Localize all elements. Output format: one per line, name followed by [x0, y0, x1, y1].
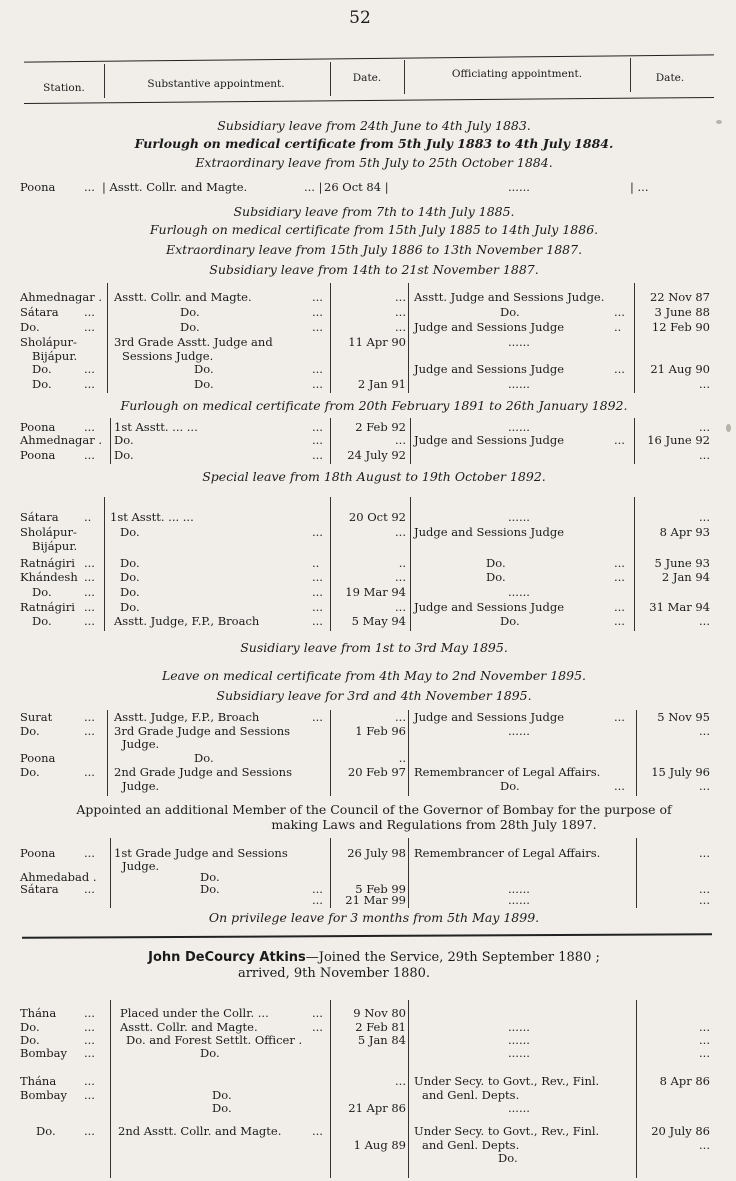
substantive: 1st Asstt. ... ...: [110, 510, 194, 524]
date-2: 8 Apr 86: [659, 1074, 710, 1088]
header-divider-3: [404, 60, 405, 94]
date: 5 Feb 99: [355, 882, 406, 896]
station: Ahmedabad .: [20, 870, 97, 884]
leave-note: Leave on medical certificate from 4th May to 2nd November 1895.: [161, 668, 587, 683]
substantive: | Asstt. Collr. and Magte.: [102, 180, 248, 194]
substantive: Do.: [194, 377, 214, 391]
officiating-dots: ..: [614, 320, 622, 334]
table-row: [0, 1101, 736, 1116]
date-2: 16 June 92: [647, 433, 710, 447]
section-divider: [22, 933, 712, 939]
date-2: 15 July 96: [651, 765, 710, 779]
station: Bijápur.: [32, 539, 78, 553]
leave-note: Furlough on medical certificate from 5th July 1883 to 4th July 1884.: [134, 136, 614, 151]
substantive: 3rd Grade Judge and Sessions: [114, 724, 291, 738]
council-note-line-2: making Laws and Regulations from 28th July 1897.: [271, 817, 597, 832]
substantive-dots: ...: [312, 893, 323, 907]
station: Do.: [20, 724, 40, 738]
date: 11 Apr 90: [348, 335, 406, 349]
leave-note: Subsidiary leave from 24th June to 4th July 1883.: [217, 118, 531, 133]
date: ...: [395, 1074, 406, 1088]
officiating: ......: [508, 724, 530, 738]
leave-note: Extraordinary leave from 15th July 1886 to 13th November 1887.: [165, 242, 583, 257]
officiating: ......: [508, 420, 530, 434]
date: 2 Feb 92: [355, 420, 406, 434]
substantive: Sessions Judge.: [122, 349, 214, 363]
substantive-dots: ...: [312, 1124, 323, 1138]
station: Do.: [20, 1020, 40, 1034]
date: 21 Apr 86: [348, 1101, 406, 1115]
officiating: Under Secy. to Govt., Rev., Finl.: [414, 1124, 600, 1138]
substantive-dots: ...: [312, 882, 323, 896]
substantive-dots: ...: [312, 433, 323, 447]
date: 26 Oct 84 |: [324, 180, 389, 194]
officiating-dots: ...: [614, 614, 625, 628]
officiating-dots: ...: [614, 556, 625, 570]
officiating-dots: ...: [614, 433, 625, 447]
date-2: ...: [699, 779, 710, 793]
station: Sátara: [20, 510, 59, 524]
substantive: Asstt. Collr. and Magte.: [114, 290, 252, 304]
table-row: [0, 1006, 736, 1021]
date: 21 Mar 99: [345, 893, 406, 907]
substantive: Do.: [212, 1101, 232, 1115]
officiating: Do.: [500, 305, 520, 319]
date-2: ...: [699, 510, 710, 524]
substantive: Do.: [120, 600, 140, 614]
station-dots: ..: [84, 510, 92, 524]
substantive: 1st Grade Judge and Sessions: [114, 846, 288, 860]
station-dots: ...: [84, 320, 95, 334]
station-dots: ...: [84, 556, 95, 570]
officiating-dots: ...: [614, 710, 625, 724]
substantive-dots: ...: [312, 1020, 323, 1034]
officiating: ......: [508, 882, 530, 896]
station-dots: ...: [84, 1074, 95, 1088]
table-row: [0, 1074, 736, 1089]
header-officiating: Officiating appointment.: [451, 68, 583, 80]
station: Ahmednagar .: [20, 433, 103, 447]
table-row: [0, 710, 736, 725]
date-2: 3 June 88: [654, 305, 710, 319]
substantive: Do.: [120, 525, 140, 539]
date-2: 21 Aug 90: [650, 362, 710, 376]
officiating: ......: [508, 893, 530, 907]
date: ...: [395, 570, 406, 584]
date: ...: [395, 525, 406, 539]
substantive: Do.: [180, 320, 200, 334]
station: Do.: [36, 1124, 56, 1138]
header-top-rule: [24, 54, 714, 62]
station: Do.: [32, 362, 52, 376]
substantive: 2nd Asstt. Collr. and Magte.: [118, 1124, 282, 1138]
table-row: [0, 510, 736, 525]
officiating-dots: ...: [614, 779, 625, 793]
station: Do.: [20, 320, 40, 334]
station-dots: ...: [84, 1020, 95, 1034]
date: 20 Feb 97: [347, 765, 406, 779]
substantive: Do.: [194, 362, 214, 376]
substantive: Do.: [194, 751, 214, 765]
substantive: Judge.: [122, 859, 160, 873]
table-row: [0, 614, 736, 629]
header-station: Station.: [43, 82, 85, 94]
substantive: Judge.: [122, 779, 160, 793]
table-row: [0, 765, 736, 780]
station: Bijápur.: [32, 349, 78, 363]
station: Thána: [20, 1074, 57, 1088]
station-dots: ...: [84, 420, 95, 434]
substantive-dots: ...: [312, 362, 323, 376]
station-dots: ...: [84, 765, 95, 779]
officer-arrived: arrived, 9th November 1880.: [237, 966, 431, 981]
date-2: ...: [699, 893, 710, 907]
date-2: ...: [699, 724, 710, 738]
station: Do.: [32, 614, 52, 628]
station: Sátara: [20, 305, 59, 319]
date: 9 Nov 80: [353, 1006, 406, 1020]
table-row: [0, 448, 736, 463]
date-2: ...: [699, 614, 710, 628]
substantive: Do. and Forest Settlt. Officer .: [126, 1033, 303, 1047]
officiating: Do.: [486, 570, 506, 584]
officiating: ......: [508, 585, 530, 599]
date-2: 31 Mar 94: [649, 600, 710, 614]
station-dots: ...: [84, 570, 95, 584]
station-dots: ...: [84, 1033, 95, 1047]
officiating: and Genl. Depts.: [422, 1088, 520, 1102]
substantive-dots: ...: [312, 585, 323, 599]
table-row: [0, 525, 736, 540]
substantive-dots: ...: [312, 525, 323, 539]
station-dots: ...: [84, 305, 95, 319]
officiating: Do.: [500, 779, 520, 793]
date: 5 May 94: [351, 614, 406, 628]
substantive-dots: ...: [312, 420, 323, 434]
date: ...: [395, 305, 406, 319]
substantive: Do.: [200, 1046, 220, 1060]
station: Sholápur-: [20, 335, 77, 349]
date-2: ...: [699, 448, 710, 462]
officiating: Judge and Sessions Judge: [414, 320, 565, 334]
officiating: Judge and Sessions Judge: [414, 433, 565, 447]
officiating: ......: [508, 377, 530, 391]
officiating: Judge and Sessions Judge: [414, 710, 565, 724]
substantive-dots: ...: [312, 305, 323, 319]
date-2: 12 Feb 90: [651, 320, 710, 334]
table-row: [0, 1046, 736, 1061]
station-dots: ...: [84, 1006, 95, 1020]
date-2: 2 Jan 94: [661, 570, 710, 584]
table-row: [0, 290, 736, 305]
date-2: 22 Nov 87: [649, 290, 710, 304]
leave-note: On privilege leave for 3 months from 5th May 1899.: [208, 910, 540, 925]
officiating: ......: [508, 335, 530, 349]
substantive: Do.: [114, 433, 134, 447]
officiating: Remembrancer of Legal Affairs.: [414, 765, 601, 779]
date-2: ...: [699, 420, 710, 434]
table-row: [0, 893, 736, 908]
officer-joined: —Joined the Service, 29th September 1880 ;: [305, 950, 600, 965]
substantive: Asstt. Collr. and Magte.: [120, 1020, 258, 1034]
leave-note: Subsidiary leave from 14th to 21st November 1887.: [209, 262, 539, 277]
date: 20 Oct 92: [348, 510, 406, 524]
substantive-dots: ...: [312, 448, 323, 462]
date: 19 Mar 94: [345, 585, 406, 599]
date-2: ...: [699, 846, 710, 860]
leave-note: Subsidiary leave from 7th to 14th July 1885.: [233, 204, 515, 219]
header-bottom-rule: [24, 97, 714, 104]
header-substantive: Substantive appointment.: [147, 78, 285, 90]
header-divider-4: [630, 58, 631, 92]
date: 5 Jan 84: [357, 1033, 406, 1047]
station: Sholápur-: [20, 525, 77, 539]
officiating: Remembrancer of Legal Affairs.: [414, 846, 601, 860]
substantive: Do.: [200, 870, 220, 884]
leave-note: Furlough on medical certificate from 20th February 1891 to 26th January 1892.: [120, 398, 628, 413]
substantive: 2nd Grade Judge and Sessions: [114, 765, 292, 779]
substantive: Do.: [120, 585, 140, 599]
table-row: [0, 779, 736, 794]
officiating-dots: ...: [614, 305, 625, 319]
date-2: ...: [699, 882, 710, 896]
table-row: [0, 1124, 736, 1139]
substantive: Do.: [180, 305, 200, 319]
substantive-dots: ... |: [304, 180, 323, 194]
officer-heading: [24, 950, 724, 982]
station: Ratnágiri: [20, 556, 75, 570]
substantive: Asstt. Judge, F.P., Broach: [114, 614, 260, 628]
substantive: Do.: [212, 1088, 232, 1102]
station: Poona: [20, 751, 56, 765]
table-row: [0, 320, 736, 335]
station: Bombay: [20, 1046, 67, 1060]
table-row: [0, 585, 736, 600]
station-dots: ...: [84, 585, 95, 599]
leave-note: Susidiary leave from 1st to 3rd May 1895.: [240, 640, 508, 655]
substantive-dots: ...: [312, 1006, 323, 1020]
substantive: Do.: [120, 570, 140, 584]
substantive-dots: ..: [312, 556, 320, 570]
station: Poona: [20, 420, 56, 434]
table-row: [0, 570, 736, 585]
leave-note: Subsidiary leave for 3rd and 4th November 1895.: [216, 688, 532, 703]
date: ..: [398, 556, 406, 570]
header-date2: Date.: [655, 72, 685, 84]
date: ...: [395, 433, 406, 447]
substantive: Asstt. Judge, F.P., Broach: [114, 710, 260, 724]
page-number: 52: [349, 8, 371, 28]
station: Poona: [20, 448, 56, 462]
substantive-dots: ...: [312, 710, 323, 724]
station-dots: ...: [84, 1124, 95, 1138]
table-row: [0, 737, 736, 752]
station: Do.: [32, 585, 52, 599]
officiating-dots: ...: [614, 600, 625, 614]
table-row: [0, 362, 736, 377]
officiating: Judge and Sessions Judge: [414, 600, 565, 614]
table-row: [0, 335, 736, 350]
council-note: [24, 802, 724, 832]
substantive-dots: ...: [312, 600, 323, 614]
station-dots: ...: [84, 180, 95, 194]
station-dots: ...: [84, 724, 95, 738]
station-dots: ...: [84, 846, 95, 860]
header-date: Date.: [352, 72, 382, 84]
date: 1 Aug 89: [353, 1138, 406, 1152]
date: ...: [395, 600, 406, 614]
officiating: ......: [508, 1033, 530, 1047]
date-2: ...: [699, 1046, 710, 1060]
date-2: ...: [699, 377, 710, 391]
date: 2 Jan 91: [357, 377, 406, 391]
date-2: ...: [699, 1033, 710, 1047]
station: Ahmednagar .: [20, 290, 103, 304]
officiating: Under Secy. to Govt., Rev., Finl.: [414, 1074, 600, 1088]
council-note-line-1: Appointed an additional Member of the Council of the Governor of Bombay for the purpose of: [76, 802, 672, 817]
table-row: [0, 305, 736, 320]
station: Do.: [20, 765, 40, 779]
officiating: Do.: [498, 1151, 518, 1165]
station-dots: ...: [84, 614, 95, 628]
officiating: and Genl. Depts.: [422, 1138, 520, 1152]
officiating: ......: [508, 180, 530, 194]
substantive: Placed under the Collr. ...: [120, 1006, 269, 1020]
substantive-dots: ...: [312, 320, 323, 334]
date: 1 Feb 96: [355, 724, 406, 738]
station: Bombay: [20, 1088, 67, 1102]
table-row: [0, 751, 736, 766]
substantive-dots: ...: [312, 570, 323, 584]
officiating: Asstt. Judge and Sessions Judge.: [414, 290, 605, 304]
officer-name: John DeCourcy Atkins: [148, 950, 306, 965]
officiating: ......: [508, 510, 530, 524]
date: 26 July 98: [347, 846, 406, 860]
station-dots: ...: [84, 362, 95, 376]
substantive-dots: ...: [312, 377, 323, 391]
date: ...: [395, 290, 406, 304]
station: Thána: [20, 1006, 57, 1020]
officiating: Judge and Sessions Judge: [414, 525, 565, 539]
officiating: Judge and Sessions Judge: [414, 362, 565, 376]
officiating-dots: ...: [614, 362, 625, 376]
scan-mark: [716, 120, 722, 124]
scan-mark: [726, 424, 731, 432]
header-divider-1: [104, 64, 105, 98]
header-divider-2: [330, 62, 331, 96]
station: Poona: [20, 180, 56, 194]
table-row: [0, 556, 736, 571]
date-2: | ...: [630, 180, 649, 194]
date-2: 8 Apr 93: [659, 525, 710, 539]
substantive: Do.: [114, 448, 134, 462]
officiating: Do.: [486, 556, 506, 570]
station-dots: ...: [84, 1046, 95, 1060]
station: Do.: [20, 1033, 40, 1047]
table-row: [0, 433, 736, 448]
table-row: [0, 1151, 736, 1166]
substantive: 3rd Grade Asstt. Judge and: [114, 335, 273, 349]
station: Surat: [20, 710, 53, 724]
date-2: ...: [699, 1020, 710, 1034]
date-2: ...: [699, 1138, 710, 1152]
table-row: [0, 180, 736, 195]
date: ...: [395, 710, 406, 724]
date: ...: [395, 320, 406, 334]
leave-note: Extraordinary leave from 5th July to 25th October 1884.: [195, 155, 553, 170]
station-dots: ...: [84, 710, 95, 724]
officiating: Do.: [500, 614, 520, 628]
station-dots: ...: [84, 377, 95, 391]
date: ..: [398, 751, 406, 765]
table-row: [0, 600, 736, 615]
station: Ratnágiri: [20, 600, 75, 614]
station-dots: ...: [84, 448, 95, 462]
table-row: [0, 377, 736, 392]
substantive: 1st Asstt. ... ...: [114, 420, 198, 434]
date-2: 20 July 86: [651, 1124, 710, 1138]
officiating-dots: ...: [614, 570, 625, 584]
substantive-dots: ...: [312, 290, 323, 304]
substantive: Judge.: [122, 737, 160, 751]
table-row: [0, 539, 736, 554]
officiating: ......: [508, 1046, 530, 1060]
date-2: 5 Nov 95: [657, 710, 710, 724]
leave-note: Special leave from 18th August to 19th October 1892.: [202, 469, 546, 484]
leave-note: Furlough on medical certificate from 15th July 1885 to 14th July 1886.: [149, 222, 599, 237]
substantive: Do.: [200, 882, 220, 896]
date: 2 Feb 81: [355, 1020, 406, 1034]
station-dots: ...: [84, 600, 95, 614]
station-dots: ...: [84, 882, 95, 896]
station: Khándesh: [20, 570, 78, 584]
station: Sátara: [20, 882, 59, 896]
substantive: Do.: [120, 556, 140, 570]
station: Poona: [20, 846, 56, 860]
substantive-dots: ...: [312, 614, 323, 628]
date: 24 July 92: [347, 448, 406, 462]
station-dots: ...: [84, 1088, 95, 1102]
officiating: ......: [508, 1020, 530, 1034]
date-2: 5 June 93: [654, 556, 710, 570]
station: Do.: [32, 377, 52, 391]
officiating: ......: [508, 1101, 530, 1115]
